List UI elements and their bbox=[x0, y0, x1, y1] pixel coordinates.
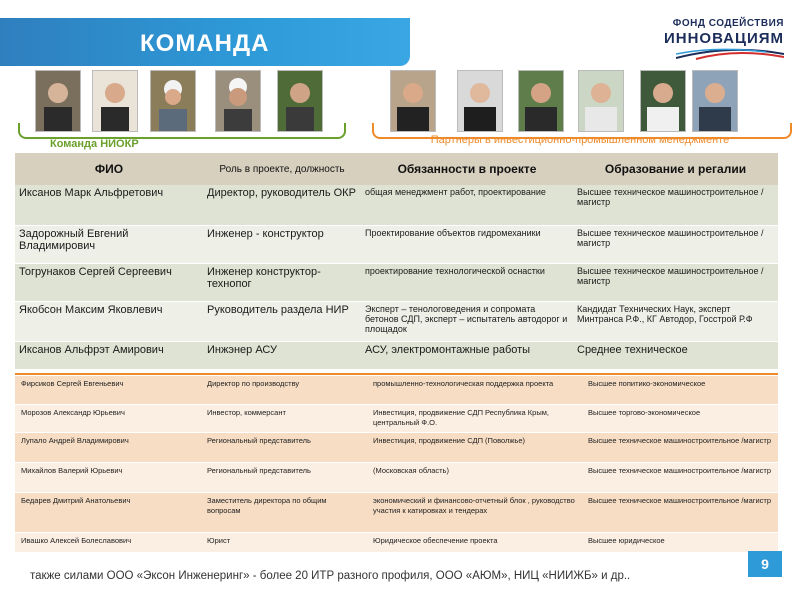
cell-name: Морозов Александр Юрьевич bbox=[15, 404, 201, 432]
table-row bbox=[15, 432, 778, 462]
cell-name: Ивашко Алексей Болеславович bbox=[15, 532, 201, 552]
cell-education: Высшее юридическое bbox=[582, 532, 778, 552]
logo-line2: ИННОВАЦИЯМ bbox=[663, 30, 784, 47]
team-group-label: Команда НИОКР bbox=[50, 138, 139, 150]
cell-role: Директор по производству bbox=[201, 376, 367, 404]
cell-role: Региональный представитель bbox=[201, 432, 367, 462]
flag-icon bbox=[676, 48, 784, 60]
cell-role: Инженер конструктор-технопог bbox=[203, 263, 361, 301]
cell-role: Директор, руководитель ОКР bbox=[203, 185, 361, 225]
cell-education: Высшее попитико-экономическое bbox=[582, 376, 778, 404]
team-table bbox=[15, 153, 778, 370]
cell-name: Тогрунаков Сергей Сергеевич bbox=[15, 263, 203, 301]
table-row bbox=[15, 492, 778, 532]
cell-name: Фирсиков Сергей Евгеньевич bbox=[15, 376, 201, 404]
cell-name: Иксанов Марк Альфретович bbox=[15, 185, 203, 225]
table-row bbox=[15, 185, 778, 225]
cell-duties: экономический и финансово-отчетный блок , руководство участия к катировках и тендерах bbox=[367, 492, 582, 532]
cell-name: Иксанов Альфрэт Амирович bbox=[15, 341, 203, 369]
table-row bbox=[15, 532, 778, 552]
cell-duties: проектирование технологической оснастки bbox=[361, 263, 573, 301]
cell-name: Задорожный Евгений Владимирович bbox=[15, 225, 203, 263]
footer-note: также силами ООО «Эксон Инженеринг» - более 20 ИТР разного профиля, ООО «АЮМ», НИЦ «НИИЖБ» и др.. bbox=[30, 570, 631, 582]
cell-role: Руководитель раздела НИР bbox=[203, 301, 361, 341]
header-role: Роль в проекте, должность bbox=[203, 153, 361, 185]
cell-education: Высшее торгово-экономическое bbox=[582, 404, 778, 432]
page-number: 9 bbox=[748, 551, 782, 577]
cell-duties: Инвестиция, продвижение СДП (Поволжье) bbox=[367, 432, 582, 462]
cell-role: Заместитель директора по общим вопросам bbox=[201, 492, 367, 532]
cell-education: Высшее техническое машиностроительное /магистр bbox=[573, 185, 778, 225]
header-education: Образование и регалии bbox=[573, 153, 778, 185]
header-duties: Обязанности в проекте bbox=[361, 153, 573, 185]
table-header-row bbox=[15, 153, 778, 185]
table-row bbox=[15, 225, 778, 263]
cell-education: Среднее техническое bbox=[573, 341, 778, 369]
cell-name: Якобсон Максим Яковлевич bbox=[15, 301, 203, 341]
cell-duties: (Московская область) bbox=[367, 462, 582, 492]
cell-role: Юрист bbox=[201, 532, 367, 552]
cell-duties: АСУ, электромонтажные работы bbox=[361, 341, 573, 369]
fund-logo bbox=[663, 18, 784, 62]
table-row bbox=[15, 376, 778, 404]
logo-line1: ФОНД СОДЕЙСТВИЯ bbox=[672, 18, 784, 29]
cell-duties: Инвестиция, продвижение СДП Республика Крым, центральный Ф.О. bbox=[367, 404, 582, 432]
cell-role: Региональный представитель bbox=[201, 462, 367, 492]
cell-role: Инженер - конструктор bbox=[203, 225, 361, 263]
cell-education: Высшее техническое машиностроительное /магистр bbox=[573, 263, 778, 301]
cell-role: Инвестор, коммерсант bbox=[201, 404, 367, 432]
cell-name: Лупало Андрей Владимирович bbox=[15, 432, 201, 462]
table-row bbox=[15, 301, 778, 341]
header-name: ФИО bbox=[15, 153, 203, 185]
table-row bbox=[15, 404, 778, 432]
cell-education: Кандидат Технических Наук, эксперт Минтранса Р.Ф., КГ Автодор, Госстрой Р.Ф bbox=[573, 301, 778, 341]
partners-group-label: Партнеры в инвестиционно-промышленном менеджменте bbox=[430, 134, 730, 146]
table-row bbox=[15, 341, 778, 369]
table-row bbox=[15, 462, 778, 492]
table-row bbox=[15, 263, 778, 301]
cell-name: Бедарев Дмитрий Анатольевич bbox=[15, 492, 201, 532]
cell-duties: Юридическое обеспечение проекта bbox=[367, 532, 582, 552]
cell-role: Инжэнер АСУ bbox=[203, 341, 361, 369]
cell-education: Высшее техническое машиностроительное /магистр bbox=[582, 462, 778, 492]
cell-duties: промышленно-технологическая поддержка проекта bbox=[367, 376, 582, 404]
cell-education: Высшее техническое машиностроительное /магистр bbox=[582, 492, 778, 532]
cell-duties: общая менеджмент работ, проектирование bbox=[361, 185, 573, 225]
cell-duties: Проектирование объектов гидромеханики bbox=[361, 225, 573, 263]
section-divider bbox=[15, 373, 778, 375]
cell-education: Высшее техническое машиностроительное /магистр bbox=[573, 225, 778, 263]
partners-table bbox=[15, 376, 778, 553]
cell-duties: Эксперт – тенологоведения и сопромата бетонов СДП, эксперт – испытатель автодорог и площадок bbox=[361, 301, 573, 341]
cell-name: Михайлов Валерий Юрьевич bbox=[15, 462, 201, 492]
team-group-brace bbox=[18, 123, 346, 139]
cell-education: Высшее техническое машиностроительное /магистр bbox=[582, 432, 778, 462]
page-title: КОМАНДА bbox=[140, 30, 270, 57]
